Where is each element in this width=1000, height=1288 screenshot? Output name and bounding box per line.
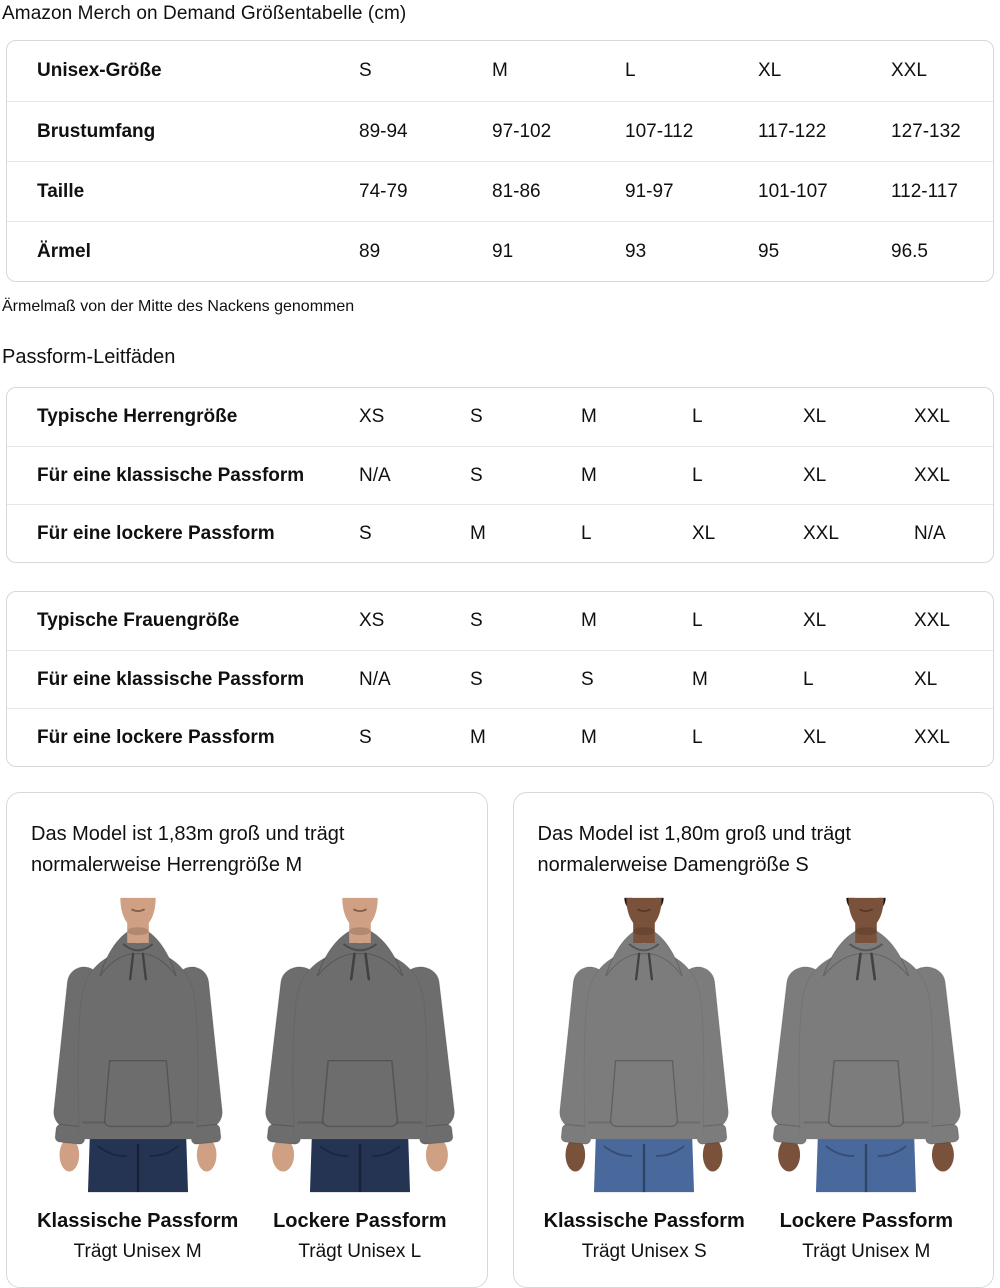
size-cell: L [692,464,703,486]
table-row [7,446,993,504]
size-cell: 93 [625,240,647,262]
table-row [7,41,993,101]
size-cell: S [470,610,483,631]
size-cell: XS [359,406,385,427]
size-cell: XL [803,610,827,631]
size-cell: XXL [891,60,927,81]
size-cell: M [581,610,597,631]
size-cell: 74-79 [359,180,408,202]
size-cell: 112-117 [891,180,958,202]
table-row [7,592,993,650]
size-cell: 97-102 [492,120,552,142]
model-classic-fit [31,895,244,1263]
hoodie-garment [770,930,962,1171]
size-cell: S [470,668,483,690]
model-photos-row [538,895,974,1263]
jeans [594,1133,694,1192]
size-cell: L [803,668,814,690]
hoodie-model-figure [257,895,463,1195]
size-cell: 117-122 [758,120,827,142]
size-cell: N/A [359,668,391,690]
size-cell: XXL [914,610,950,631]
size-cell: XXL [803,522,839,544]
size-label: Trägt Unisex M [802,1241,931,1262]
size-cell: N/A [359,464,391,486]
jeans [88,1133,188,1192]
size-cell: 89-94 [359,120,408,142]
model-description: Das Model ist 1,83m groß und trägt normalerweise Herrengröße M [31,823,345,876]
unisex-size-table [6,40,994,282]
size-cell: L [692,610,703,631]
size-cell: S [359,60,372,81]
size-label: Trägt Unisex M [73,1241,202,1262]
size-cell: 95 [758,240,780,262]
size-cell: M [581,464,597,486]
size-cell: XL [803,406,827,427]
page-title: Amazon Merch on Demand Größentabelle (cm) [2,3,407,24]
table-row [7,504,993,562]
row-label: Typische Herrengröße [37,406,238,427]
size-cell: 107-112 [625,120,694,142]
jeans [816,1133,916,1192]
table-row [7,161,993,221]
model-description: Das Model ist 1,80m groß und trägt normalerweise Damengröße S [537,823,851,876]
size-cell: XS [359,610,385,631]
sleeve-measure-note: Ärmelmaß von der Mitte des Nackens genommen [2,298,355,315]
womens-model-card [513,792,995,1288]
size-cell: M [470,726,486,748]
mens-model-card [6,792,488,1288]
hoodie-model-figure [763,895,969,1195]
size-cell: XL [803,726,827,748]
row-label: Taille [37,180,85,202]
model-photo [253,895,466,1195]
size-cell: S [359,726,372,748]
size-cell: M [492,60,508,81]
model-photo [760,895,973,1195]
size-cell: 101-107 [758,180,828,202]
size-cell: XXL [914,464,950,486]
model-cards-row [6,792,994,1288]
table-row [7,708,993,766]
model-photos-row [31,895,467,1263]
size-cell: XL [758,60,782,81]
size-cell: N/A [914,522,946,544]
row-label: Für eine klassische Passform [37,464,305,486]
size-cell: L [625,60,636,81]
row-label: Brustumfang [37,120,156,142]
size-cell: L [692,406,703,427]
fit-label: Klassische Passform [543,1210,745,1232]
size-cell: XL [914,668,938,690]
row-label: Typische Frauengröße [37,610,240,631]
size-cell: XXL [914,406,950,427]
table-row [7,221,993,281]
size-cell: XXL [914,726,950,748]
model-photo [538,895,751,1195]
fit-label: Klassische Passform [37,1210,239,1232]
size-cell: S [470,464,483,486]
size-cell: 91-97 [625,180,674,202]
size-cell: S [470,406,483,427]
fit-label: Lockere Passform [273,1210,447,1232]
table-row [7,650,993,708]
womens-fit-table [6,591,994,767]
row-label: Unisex-Größe [37,60,162,81]
size-label: Trägt Unisex L [298,1241,422,1262]
fit-guides-heading: Passform-Leitfäden [2,346,176,368]
hoodie-garment [264,930,456,1171]
size-cell: M [581,726,597,748]
size-cell: XL [692,522,716,544]
table-row [7,101,993,161]
size-cell: S [581,668,594,690]
table-row [7,388,993,446]
hoodie-garment [52,930,224,1171]
fit-label: Lockere Passform [779,1210,954,1232]
size-cell: S [359,522,372,544]
row-label: Für eine lockere Passform [37,522,275,544]
size-cell: 89 [359,240,381,262]
size-cell: 81-86 [492,180,541,202]
size-cell: M [470,522,486,544]
mens-fit-table [6,387,994,563]
size-cell: L [581,522,592,544]
size-cell: L [692,726,703,748]
jeans [310,1133,410,1192]
size-cell: M [581,406,597,427]
size-cell: M [692,668,708,690]
model-loose-fit [253,895,466,1263]
row-label: Für eine lockere Passform [37,726,275,748]
model-photo [31,895,244,1195]
row-label: Ärmel [37,240,91,262]
size-cell: 91 [492,240,514,262]
row-label: Für eine klassische Passform [37,668,305,690]
size-label: Trägt Unisex S [581,1241,707,1262]
size-cell: 127-132 [891,120,961,142]
hoodie-garment [558,930,730,1171]
model-classic-fit [538,895,751,1263]
hoodie-model-figure [541,895,747,1195]
model-loose-fit [760,895,973,1263]
hoodie-model-figure [35,895,241,1195]
size-cell: 96.5 [891,240,928,262]
size-cell: XL [803,464,827,486]
